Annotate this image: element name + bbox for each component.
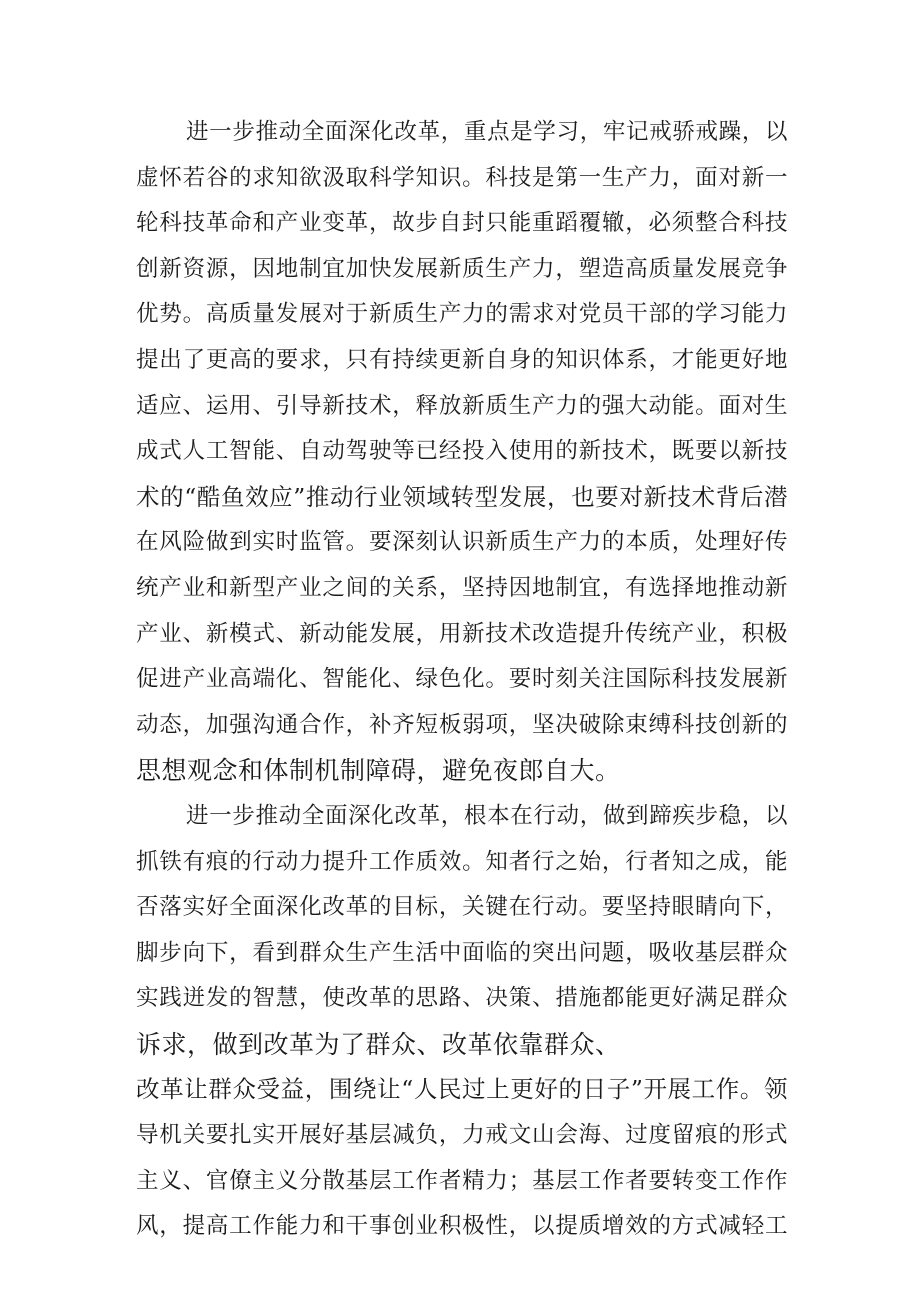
paragraph-2-line: 实践迸发的智慧，使改革的思路、决策、措施都能更好满足群众 xyxy=(136,985,788,1012)
paragraph-1-line: 统产业和新型产业之间的关系，坚持因地制宜，有选择地推动新 xyxy=(136,574,788,601)
paragraph-2-line: 改革让群众受益，围绕让“人民过上更好的日子”开展工作。领 xyxy=(136,1075,788,1104)
paragraph-2-line: 否落实好全面深化改革的目标，关键在行动。要坚持眼睛向下， xyxy=(136,894,788,921)
paragraph-1-line: 轮科技革命和产业变革，故步自封只能重蹈覆辙，必须整合科技 xyxy=(136,210,788,237)
paragraph-1-line: 进一步推动全面深化改革，重点是学习，牢记戒骄戒躁，以 xyxy=(186,119,788,145)
paragraph-1-line: 成式人工智能、自动驾驶等已经投入使用的新技术，既要以新技 xyxy=(136,438,788,465)
paragraph-2-line: 风，提高工作能力和干事创业积极性，以提质增效的方式减轻工 xyxy=(136,1213,788,1240)
paragraph-1-line: 术的“酷鱼效应”推动行业领域转型发展，也要对新技术背后潜 xyxy=(136,482,788,511)
paragraph-1-line: 创新资源，因地制宜加快发展新质生产力，塑造高质量发展竞争 xyxy=(136,255,788,282)
paragraph-2-line: 诉求，做到改革为了群众、改革依靠群众、 xyxy=(136,1029,621,1059)
paragraph-1-line: 思想观念和体制机制障碍，避免夜郎自大。 xyxy=(136,756,621,786)
paragraph-1-line: 适应、运用、引导新技术，释放新质生产力的强大动能。面对生 xyxy=(136,392,788,419)
paragraph-2-line: 抓铁有痕的行动力提升工作质效。知者行之始，行者知之成，能 xyxy=(136,848,788,875)
paragraph-2-line: 进一步推动全面深化改革，根本在行动，做到蹄疾步稳，以 xyxy=(186,802,788,829)
paragraph-1-line: 动态，加强沟通合作，补齐短板弱项，坚决破除束缚科技创新的 xyxy=(136,711,788,738)
paragraph-2-line: 脚步向下，看到群众生产生活中面临的突出问题，吸收基层群众 xyxy=(136,939,788,966)
document-body xyxy=(136,110,788,1250)
paragraph-1-line: 促进产业高端化、智能化、绿色化。要时刻关注国际科技发展新 xyxy=(136,666,788,693)
paragraph-1-line: 优势。高质量发展对于新质生产力的需求对党员干部的学习能力 xyxy=(136,301,788,328)
paragraph-2-line: 导机关要扎实开展好基层减负，力戒文山会海、过度留痕的形式 xyxy=(136,1122,788,1149)
paragraph-1-line: 提出了更高的要求，只有持续更新自身的知识体系，才能更好地 xyxy=(136,346,788,373)
paragraph-1-line: 虚怀若谷的求知欲汲取科学知识。科技是第一生产力，面对新一 xyxy=(136,164,788,191)
paragraph-1-line: 在风险做到实时监管。要深刻认识新质生产力的本质，处理好传 xyxy=(136,529,788,556)
paragraph-1-line: 产业、新模式、新动能发展，用新技术改造提升传统产业，积极 xyxy=(136,620,788,647)
paragraph-2-line: 主义、官僚主义分散基层工作者精力；基层工作者要转变工作作 xyxy=(136,1167,788,1194)
